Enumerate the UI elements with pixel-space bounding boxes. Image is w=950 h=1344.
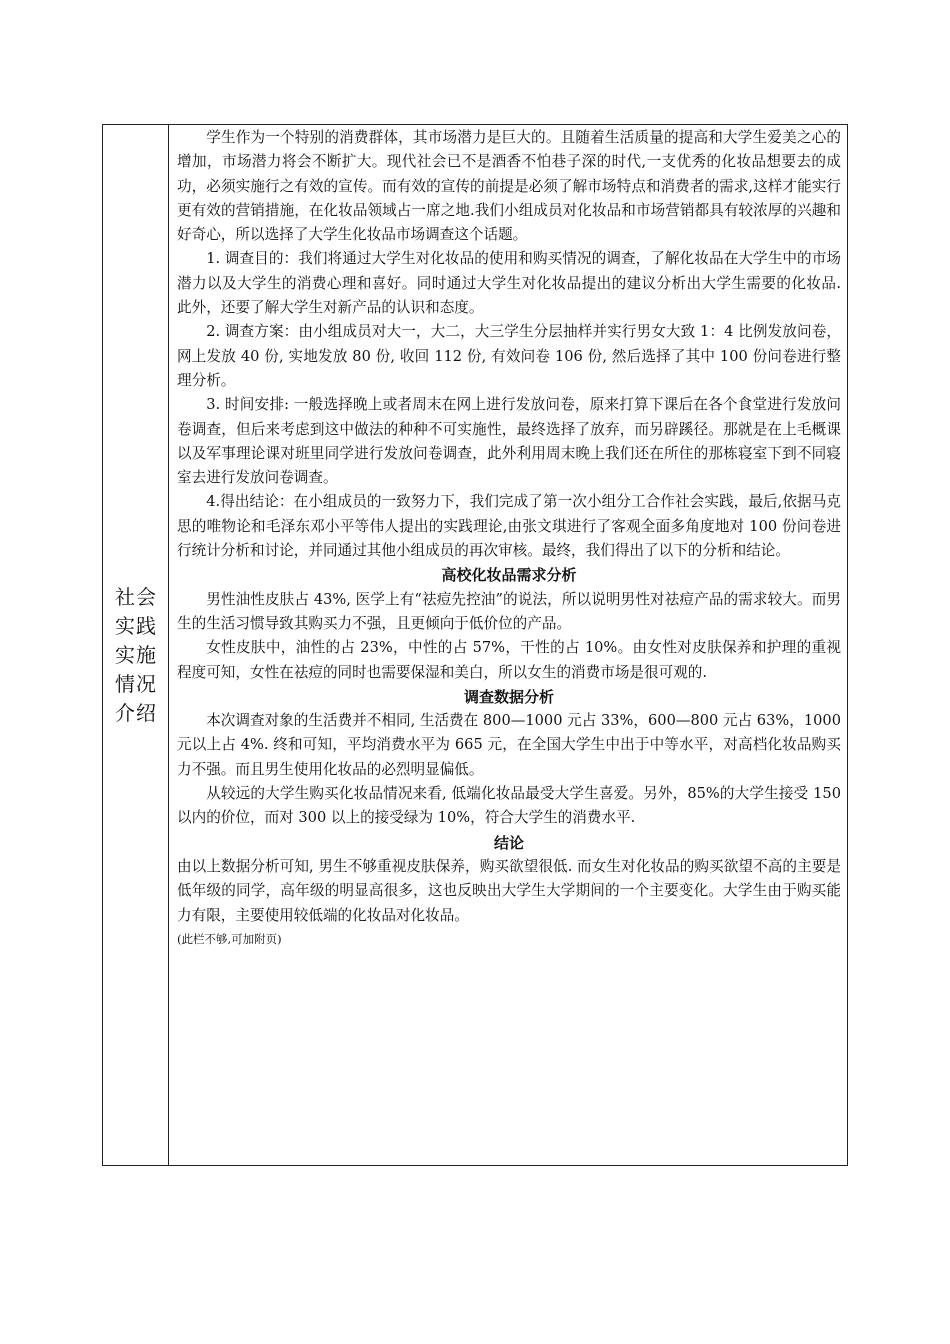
section-content-cell <box>169 125 847 1165</box>
section-label-line: 实践 <box>115 614 157 638</box>
survey-heading: 调查数据分析 <box>463 687 554 706</box>
purpose-paragraph: 1. 调查目的：我们将通过大学生对化妆品的使用和购买情况的调查，了解化妆品在大学生中的市场潜力以及大学生的消费心理和喜好。同时通过大学生对化妆品提出的建议分析出大学生需要的化妆品. 此外，还要了解大学生对新产品的认识和态度。 <box>177 250 841 317</box>
section-label <box>103 583 169 728</box>
conclusion-intro-paragraph: 4.得出结论：在小组成员的一致努力下，我们完成了第一次小组分工合作社会实践，最后,依据马克思的唯物论和毛泽东邓小平等伟人提出的实践理论,由张文琪进行了客观全面多角度地对 100 份问卷进行统计分析和讨论，并同通过其他小组成员的再次审核。最终，我们得出了以下的分析和结论。 <box>177 493 841 560</box>
section-label-cell <box>103 125 169 1165</box>
section-label-line: 社会 <box>115 585 157 609</box>
section-label-line: 实施 <box>115 643 157 667</box>
section-label-line: 情况 <box>115 672 157 696</box>
female-demand-paragraph: 女性皮肤中，油性的占 23%，中性的占 57%，干性的占 10%。由女性对皮肤保养和护理的重视程度可知，女性在祛痘的同时也需要保湿和美白，所以女生的消费市场是很可观的. <box>177 639 841 681</box>
report-table <box>102 124 848 1166</box>
male-demand-paragraph: 男性油性皮肤占 43%, 医学上有“祛痘先控油”的说法，所以说明男性对祛痘产品的需求较大。而男生的生活习惯导致其购买力不强，且更倾向于低价位的产品。 <box>177 590 841 632</box>
intro-paragraph: 学生作为一个特别的消费群体，其市场潜力是巨大的。且随着生活质量的提高和大学生爱美之心的增加，市场潜力将会不断扩大。现代社会已不是酒香不怕巷子深的时代,一支优秀的化妆品想要去的成功，必须实施行之有效的宣传。而有效的宣传的前提是必须了解市场特点和消费者的需求,这样才能实行更有效的营销措施，在化妆品领域占一席之地.我们小组成员对化妆品和市场营销都具有较浓厚的兴趣和好奇心，所以选择了大学生化妆品市场调查这个话题。 <box>177 129 841 244</box>
survey-paragraph-1: 本次调查对象的生活费并不相同, 生活费在 800—1000 元占 33%，600—800 元占 63%，1000 元以上占 4%. 终和可知，平均消费水平为 665 元，在全国大学生中出于中等水平，对高档化妆品购买力不强。而且男生使用化妆品的必烈明显偏低。 <box>177 712 841 778</box>
demand-heading: 高校化妆品需求分析 <box>441 566 577 585</box>
section-label-line: 介绍 <box>115 701 157 725</box>
conclusion-heading: 结论 <box>493 833 524 852</box>
conclusion-paragraph: 由以上数据分析可知, 男生不够重视皮肤保养，购买欲望很低. 而女生对化妆品的购买欲望不高的主要是低年级的同学，高年级的明显高很多，这也反映出大学生大学期间的一个主要变化。大学生由于购买能力有限，主要使用较低端的化妆品对化妆品。 <box>177 857 841 924</box>
survey-paragraph-2: 从较远的大学生购买化妆品情况来看, 低端化妆品最受大学生喜爱。另外，85%的大学生接受 150 以内的价位，而对 300 以上的接受绿为 10%，符合大学生的消费水平. <box>177 785 841 827</box>
plan-paragraph: 2. 调查方案：由小组成员对大一，大二，大三学生分层抽样并实行男女大致 1：4 比例发放问卷，网上发放 40 份, 实地发放 80 份, 收回 112 份, 有效问卷 106 份, 然后选择了其中 100 份问卷进行整理分析。 <box>177 323 841 389</box>
attachment-note: (此栏不够,可加附页) <box>177 931 282 946</box>
schedule-paragraph: 3. 时间安排: 一般选择晚上或者周末在网上进行发放问卷，原来打算下课后在各个食堂进行发放问卷调查，但后来考虑到这中做法的种种不可实施性，最终选择了放弃，而另辟蹊径。那就是在上毛概课以及军事理论课对班里同学进行发放问卷调查，此外利用周末晚上我们还在所住的那栋寝室下到不同寝室去进行发放问卷调查。 <box>177 396 841 487</box>
